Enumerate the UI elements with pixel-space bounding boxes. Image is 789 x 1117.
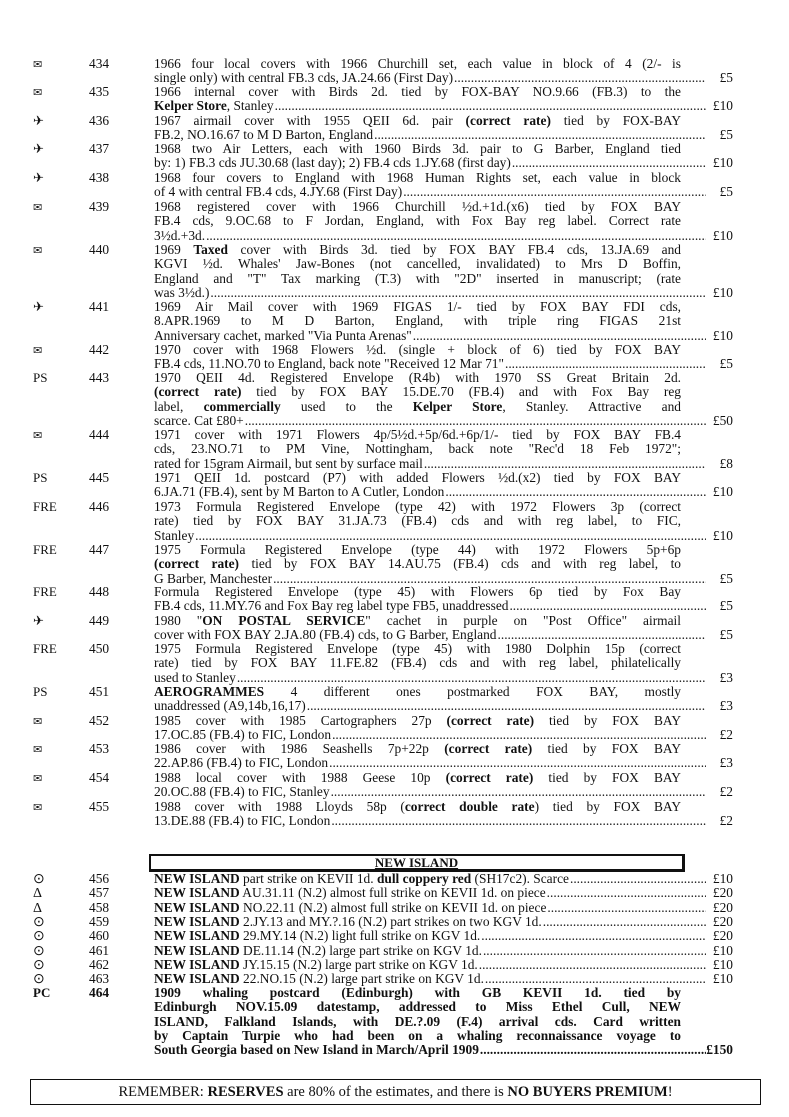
lot-description-line: single only) with central FB.3 cds, JA.24.66 (First Day) ..... [154, 71, 707, 85]
lot-number: 464 [89, 985, 110, 1000]
lot-estimate: £10 [712, 871, 733, 886]
lot-number: 436 [89, 113, 110, 128]
lot-description-line: FB.4 cds, 11.MY.76 and Fox Bay reg label type FB5, unaddressed ..... [154, 599, 707, 613]
lot-number: 460 [89, 928, 110, 944]
lot-description-line: 1966 four local covers with 1966 Churchill set, each value in block of 4 (2/- is [154, 56, 681, 71]
lot-number: 446 [89, 499, 110, 514]
lot-description-line: 20.OC.88 (FB.4) to FIC, Stanley ..... [154, 785, 707, 799]
lot-estimate: £10 [712, 284, 733, 300]
lot-description-line: 13.DE.88 (FB.4) to FIC, London ..... [154, 814, 707, 828]
lot-description-line: 1970 cover with 1968 Flowers ½d. (single + block of 6) tied by FOX BAY [154, 342, 681, 357]
lot-description-line: cover with FOX BAY 2.JA.80 (FB.4) cds, to G Barber, England ..... [154, 628, 707, 642]
lot-number: 454 [89, 770, 110, 785]
lot-description-line: 1971 cover with 1971 Flowers 4p/5½d.+5p/6d.+6p/1/- tied by FOX BAY FB.4 [154, 427, 681, 442]
lot-description-line: was 3½d.) ..... [154, 286, 707, 300]
lot-symbol: FRE [33, 499, 57, 514]
airplane-icon [33, 171, 73, 185]
lot-number: 462 [89, 956, 110, 972]
lot-description-line: 3½d.+3d. ..... [154, 229, 707, 243]
lot-description-line: ISLAND, Falkland Islands, with DE.?.09 (F.4) arrival cds. Card written [154, 1013, 681, 1029]
envelope-icon [33, 800, 73, 815]
circle-dot-icon [33, 929, 73, 944]
lot-number: 435 [89, 84, 110, 99]
lot-symbol: PS [33, 684, 48, 699]
lot-number: 443 [89, 370, 110, 385]
footer-text-a: REMEMBER: [118, 1084, 208, 1100]
lot-description-line: 1967 airmail cover with 1955 QEII 6d. pair (correct rate) tied by FOX-BAY [154, 113, 682, 128]
envelope-icon [33, 742, 73, 757]
lot-estimate: £20 [712, 899, 733, 915]
lot-description-line: of 4 with central FB.4 cds, 4.JY.68 (First Day) ..... [154, 185, 707, 199]
lot-description-line: by: 1) FB.3 cds JU.30.68 (last day); 2) FB.4 cds 1.JY.68 (first day) ..... [154, 156, 707, 170]
lot-description-line: FB.4 cds, 11.NO.70 to England, back note "Received 12 Mar 71" ..... [154, 357, 707, 371]
lot-estimate: £5 [719, 598, 733, 614]
lot-description-line: NEW ISLAND 29.MY.14 (N.2) light full strike on KGV 1d. ..... [154, 929, 707, 943]
lot-description-line: NEW ISLAND AU.31.11 (N.2) almost full strike on KEVII 1d. on piece ..... [154, 886, 707, 900]
circle-dot-icon [33, 958, 73, 973]
envelope-icon [33, 428, 73, 443]
lot-estimate: £5 [719, 627, 733, 643]
lot-estimate: £10 [712, 956, 733, 972]
lot-description-line: rate) tied by FOX BAY 11.FE.82 (FB.4) cds and with reg label, philatelically [154, 655, 681, 671]
lot-description-line: NEW ISLAND JY.15.15 (N.2) large part strike on KGV 1d. ..... [154, 958, 707, 972]
lot-description-line: 1973 Formula Registered Envelope (type 42) with 1972 Flowers 3p (correct [154, 499, 681, 514]
lot-description-line: 1975 Formula Registered Envelope (type 44) with 1972 Flowers 5p+6p [154, 542, 681, 557]
lot-estimate: £2 [719, 813, 733, 829]
envelope-icon [33, 714, 73, 729]
lot-description-line: 1988 cover with 1988 Lloyds 58p (correct double rate) tied by FOX BAY [154, 799, 682, 814]
lot-description-line: unaddressed (A9,14b,16,17) ..... [154, 699, 707, 713]
section-header-box [149, 854, 685, 872]
lot-description-line: 1971 QEII 1d. postcard (P7) with added Flowers ½d.(x2) tied by FOX BAY [154, 470, 681, 485]
lot-number: 452 [89, 713, 110, 728]
lot-estimate: £5 [719, 127, 733, 143]
lot-description-line: 1968 four covers to England with 1968 Human Rights set, each value in block [154, 170, 681, 185]
lot-description-line: 6.JA.71 (FB.4), sent by M Barton to A Cutler, London ..... [154, 485, 707, 499]
lot-estimate: £20 [712, 885, 733, 901]
lot-symbol: FRE [33, 641, 57, 656]
lot-estimate: £3 [719, 669, 733, 685]
lot-estimate: £20 [712, 913, 733, 929]
lot-description-line: NEW ISLAND NO.22.11 (N.2) almost full strike on KEVII 1d. on piece ..... [154, 901, 707, 915]
lot-estimate: £20 [712, 928, 733, 944]
lot-description-line: FB.4 cds, 9.OC.68 to F Jordan, England, with Fox Bay reg label. Correct rate [154, 213, 681, 229]
lot-number: 458 [89, 899, 110, 915]
lot-description-line: (correct rate) tied by FOX BAY 14.AU.75 (FB.4) cds and with reg label, to [154, 556, 682, 572]
lot-description-line: scarce. Cat £80+ ..... [154, 414, 707, 428]
lot-number: 445 [89, 470, 110, 485]
lot-number: 442 [89, 342, 110, 357]
lot-description-line: rated for 15gram Airmail, but sent by surface mail ..... [154, 457, 707, 471]
lot-number: 440 [89, 242, 110, 257]
lot-estimate: £5 [719, 570, 733, 586]
lot-estimate: £150 [706, 1042, 733, 1058]
lot-description-line: 1968 two Air Letters, each with 1960 Birds 3d. pair to G Barber, England tied [154, 141, 681, 156]
lot-estimate: £10 [712, 227, 733, 243]
envelope-icon [33, 243, 73, 258]
lot-symbol: PC [33, 985, 51, 1000]
lot-number: 459 [89, 913, 110, 929]
circle-dot-icon [33, 944, 73, 959]
lot-number: 453 [89, 741, 110, 756]
airplane-icon [33, 114, 73, 128]
footer-no-premium: NO BUYERS PREMIUM [507, 1084, 668, 1100]
lot-number: 439 [89, 199, 110, 214]
lot-estimate: £10 [712, 527, 733, 543]
lot-number: 455 [89, 799, 110, 814]
lot-estimate: £5 [719, 356, 733, 372]
lot-estimate: £10 [712, 942, 733, 958]
triangle-icon [33, 901, 73, 916]
lot-description-line: AEROGRAMMES 4 different ones postmarked FOX BAY, mostly [154, 684, 681, 699]
lot-description-line: Edinburgh NOV.15.09 datestamp, addressed to Miss Ethel Cull, NEW [154, 999, 681, 1015]
lot-symbol: FRE [33, 542, 57, 557]
lot-number: 447 [89, 542, 110, 557]
lot-description-line: 1968 registered cover with 1966 Churchill ½d.+1d.(x6) tied by FOX BAY [154, 199, 681, 214]
lot-description-line: 1980 "ON POSTAL SERVICE" cachet in purple on "Post Office" airmail [154, 613, 681, 628]
airplane-icon [33, 614, 73, 628]
triangle-icon [33, 886, 73, 901]
lot-description-line: (correct rate) tied by FOX BAY 15.DE.70 (FB.4) and with Fox Bay reg [154, 384, 681, 400]
envelope-icon [33, 200, 73, 215]
lot-description-line: Formula Registered Envelope (type 45) with Flowers 6p tied by Fox Bay [154, 584, 681, 599]
lot-number: 450 [89, 641, 110, 656]
envelope-icon [33, 57, 73, 72]
circle-dot-icon [33, 872, 73, 887]
lot-description-line: used to Stanley ..... [154, 671, 707, 685]
lot-description-line: NEW ISLAND DE.11.14 (N.2) large part strike on KGV 1d. ..... [154, 944, 707, 958]
lot-description-line: South Georgia based on New Island in March/April 1909 ..... [154, 1043, 707, 1057]
lot-description-line: by Captain Turpie who had been on a whaling reconnaissance voyage to [154, 1027, 681, 1043]
lot-description-line: 1988 local cover with 1988 Geese 10p (correct rate) tied by FOX BAY [154, 770, 681, 785]
lot-estimate: £8 [719, 455, 733, 471]
lot-number: 448 [89, 584, 110, 599]
lot-estimate: £5 [719, 70, 733, 86]
lot-number: 457 [89, 885, 110, 901]
lot-description-line: 8.APR.1969 to M D Barton, England, with triple ring FIGAS 21st [154, 313, 681, 329]
envelope-icon [33, 85, 73, 100]
lot-description-line: 1970 QEII 4d. Registered Envelope (R4b) with 1970 SS Great Britain 2d. [154, 370, 681, 385]
footer-text-e: ! [667, 1084, 673, 1100]
circle-dot-icon [33, 915, 73, 930]
lot-symbol: FRE [33, 584, 57, 599]
lot-description-line: 1909 whaling postcard (Edinburgh) with GB KEVII 1d. tied by [154, 985, 681, 1000]
lot-estimate: £10 [712, 327, 733, 343]
lot-description-line: 1986 cover with 1986 Seashells 7p+22p (correct rate) tied by FOX BAY [154, 741, 681, 756]
lot-description-line: NEW ISLAND 22.NO.15 (N.2) large part strike on KGV 1d. ..... [154, 972, 707, 986]
lot-description-line: FB.2, NO.16.67 to M D Barton, England ..... [154, 128, 707, 142]
lot-number: 463 [89, 971, 110, 987]
envelope-icon [33, 343, 73, 358]
lot-description-line: 22.AP.86 (FB.4) to FIC, London ..... [154, 756, 707, 770]
lot-estimate: £10 [712, 971, 733, 987]
lot-description-line: NEW ISLAND 2.JY.13 and MY.?.16 (N.2) part strikes on two KGV 1d. ..... [154, 915, 707, 929]
footer-notice [30, 1079, 761, 1105]
lot-number: 441 [89, 299, 110, 314]
airplane-icon [33, 300, 73, 314]
lot-number: 434 [89, 56, 110, 71]
lot-number: 461 [89, 942, 110, 958]
lot-description-line: England and "T" Tax marking (T.3) with "2D" inserted in manuscript; (rate [154, 270, 681, 286]
section-header: NEW ISLAND [374, 855, 459, 870]
lot-description-line: 1969 Taxed cover with Birds 3d. tied by FOX BAY FB.4 cds, 13.JA.69 and [154, 242, 681, 257]
footer-text-c: are 80% of the estimates, and there is [283, 1084, 508, 1100]
lot-description-line: Kelper Store, Stanley ..... [154, 99, 707, 113]
lot-estimate: £3 [719, 698, 733, 714]
lot-estimate: £2 [719, 727, 733, 743]
lot-symbol: PS [33, 470, 48, 485]
lot-symbol: PS [33, 370, 48, 385]
lot-description-line: Stanley ..... [154, 529, 707, 543]
lot-description-line: 1969 Air Mail cover with 1969 FIGAS 1/- tied by FOX BAY FDI cds, [154, 299, 681, 314]
lot-description-line: rate) tied by FOX BAY 31.JA.73 (FB.4) cds and with reg label, to FIC, [154, 513, 681, 529]
lot-estimate: £10 [712, 155, 733, 171]
lot-estimate: £3 [719, 755, 733, 771]
envelope-icon [33, 771, 73, 786]
lot-description-line: 1985 cover with 1985 Cartographers 27p (correct rate) tied by FOX BAY [154, 713, 681, 728]
lot-number: 438 [89, 170, 110, 185]
lot-description-line: 1975 Formula Registered Envelope (type 45) with 1980 Dolphin 15p (correct [154, 641, 681, 656]
lot-estimate: £10 [712, 98, 733, 114]
lot-estimate: £50 [712, 412, 733, 428]
lot-description-line: 1966 internal cover with Birds 2d. tied by FOX-BAY NO.9.66 (FB.3) to the [154, 84, 681, 99]
lot-number: 444 [89, 427, 110, 442]
footer-reserves: RESERVES [207, 1084, 284, 1100]
lot-description-line: G Barber, Manchester ..... [154, 572, 707, 586]
lot-description-line: Anniversary cachet, marked "Via Punta Arenas" ..... [154, 329, 707, 343]
lot-number: 456 [89, 871, 110, 886]
airplane-icon [33, 142, 73, 156]
lot-number: 451 [89, 684, 110, 699]
lot-description-line: KGVI ½d. Whales' Jaw-Bones (not cancelled, invalidated) to Mrs D Boffin, [154, 256, 681, 272]
lot-description-line: cds, 23.NO.71 to PM Vine, Nottingham, back note "Rec'd 18 Feb 1972"; [154, 441, 681, 457]
lot-description-line: 17.OC.85 (FB.4) to FIC, London ..... [154, 728, 707, 742]
lot-number: 437 [89, 141, 110, 156]
lot-estimate: £2 [719, 784, 733, 800]
lot-estimate: £5 [719, 184, 733, 200]
lot-estimate: £10 [712, 484, 733, 500]
lot-number: 449 [89, 613, 110, 628]
lot-description-line: label, commercially used to the Kelper Store, Stanley. Attractive and [154, 398, 682, 414]
lot-description-line: NEW ISLAND part strike on KEVII 1d. dull coppery red (SH17c2). Scarce ..... [154, 872, 707, 886]
